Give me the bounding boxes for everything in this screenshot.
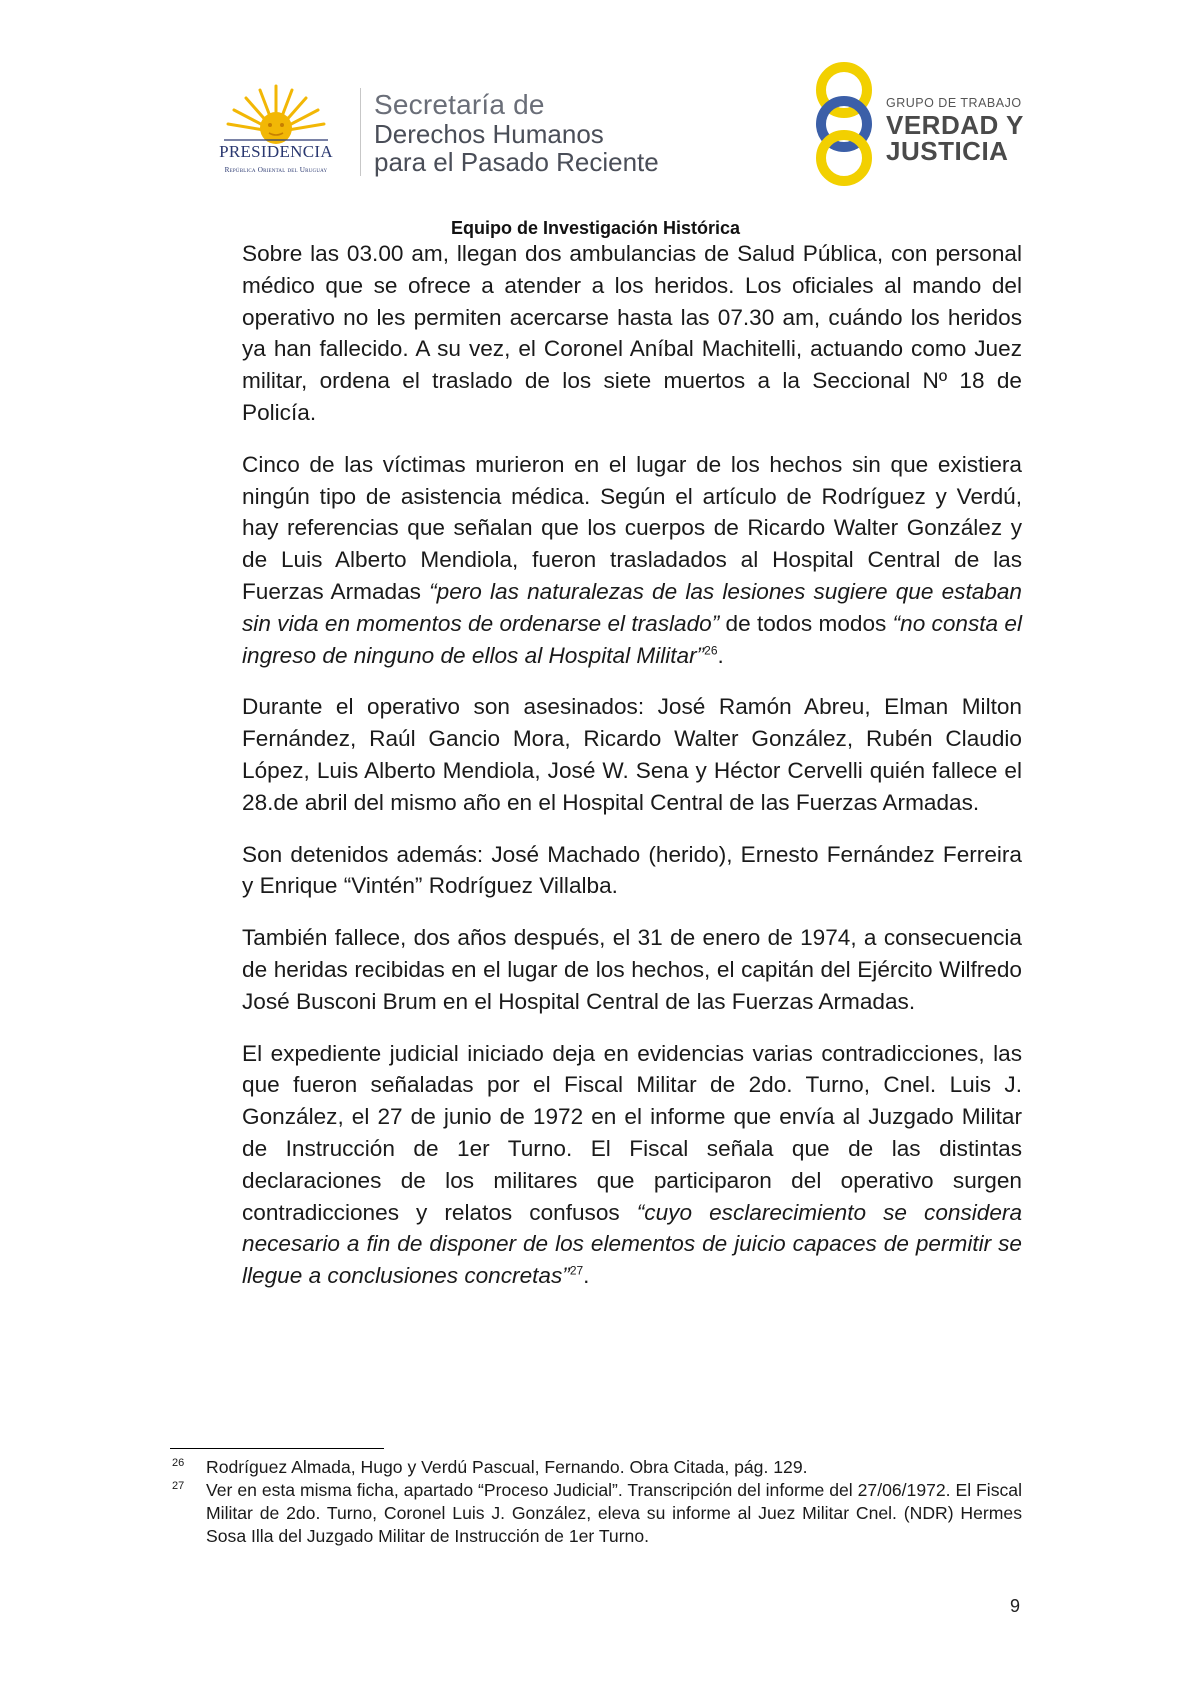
footnote-ref-26[interactable]: 26 — [704, 643, 718, 658]
gtvj-justicia-text: JUSTICIA — [886, 136, 1009, 166]
footnote-ref-27[interactable]: 27 — [569, 1263, 584, 1278]
gtvj-verdad-text: VERDAD Y — [886, 110, 1024, 140]
secretaria-logo-text — [374, 90, 659, 176]
presidencia-logo — [196, 82, 356, 182]
paragraph-6 — [242, 1038, 1022, 1292]
paragraph-4 — [242, 839, 1022, 903]
secretaria-line-1: Secretaría de — [374, 89, 545, 120]
paragraph-text: También fallece, dos años después, el 31 de enero de 1974, a consecuencia de heridas recibidas en el lugar de los hechos, el capitán del Ejército Wilfredo José Busconi Brum en el Hospital Central de las Fuerzas Armadas. — [242, 925, 1022, 1014]
paragraph-2 — [242, 449, 1022, 672]
paragraph-1 — [242, 238, 1022, 429]
paragraph-text: Son detenidos además: José Machado (herido), Ernesto Fernández Ferreira y Enrique “Vintén” Rodríguez Villalba. — [242, 841, 1022, 899]
quote-text: “cuyo esclarecimiento se considera necesario a fin de disponer de los elementos de juicio capaces de permitir se llegue a conclusiones concretas” — [242, 1199, 1023, 1289]
quote-text: “pero las naturalezas de las lesiones sugiere que estaban sin vida en momentos de ordenarse el traslado” — [242, 578, 1022, 636]
footnote-separator — [170, 1448, 384, 1449]
secretaria-line-2: Derechos Humanos — [374, 119, 604, 149]
paragraph-5 — [242, 922, 1022, 1017]
paragraph-text: Cinco de las víctimas murieron en el lugar de los hechos sin que existiera ningún tipo de asistencia médica. Según el artículo de Rodríguez y Verdú, hay referencias que señalan que los cuerpos de Ricardo Walter González y de Luis Alberto Mendiola, fueron trasladados al Hospital Central de las Fuerzas Armadas — [242, 451, 1022, 604]
footnotes — [170, 1456, 1022, 1548]
paragraph-text: . — [717, 642, 724, 668]
paragraph-text: Sobre las 03.00 am, llegan dos ambulancias de Salud Pública, con personal médico que se ofrece a atender a los heridos. Los oficiales al mando del operativo no les permiten acercarse hasta las 07.30 am, cuándo los heridos ya han fallecido. A su vez, el Coronel Aníbal Machitelli, actuando como Juez militar, ordena el traslado de los siete muertos a la Seccional Nº 18 de Policía. — [242, 241, 1022, 425]
verdad-justicia-logo — [810, 62, 1024, 188]
team-title: Equipo de Investigación Histórica — [450, 218, 741, 238]
interlocking-rings-icon — [810, 62, 882, 186]
header-divider — [360, 88, 361, 176]
quote-text: “no consta el ingreso de ninguno de ellos al Hospital Militar” — [242, 610, 1022, 668]
paragraph-3 — [242, 691, 1022, 818]
footnote-26 — [170, 1456, 1022, 1479]
footnote-27 — [170, 1479, 1022, 1548]
footnote-number: 26 — [172, 1457, 185, 1469]
secretaria-line-3: para el Pasado Reciente — [374, 147, 659, 177]
paragraph-text: de todos modos — [719, 610, 893, 636]
presidencia-subtitle: República Oriental del Uruguay — [224, 166, 328, 174]
paragraph-text: El expediente judicial iniciado deja en evidencias varias contradicciones, las que fueron señaladas por el Fiscal Militar de 2do. Turno, Cnel. Luis J. González, el 27 de junio de 1972 en el informe que envía al Juzgado Militar de Instrucción de 1er Turno. El Fiscal señala que de las distintas declaraciones de los militares que participaron del operativo surgen contradicciones y relatos confusos — [242, 1040, 1022, 1225]
footnote-number: 27 — [172, 1480, 185, 1492]
paragraph-text: Durante el operativo son asesinados: José Ramón Abreu, Elman Milton Fernández, Raúl Gancio Mora, Ricardo Walter González, Rubén Claudio López, Luis Alberto Mendiola, José W. Sena y Héctor Cervelli quién fallece el 28.de abril del mismo año en el Hospital Central de las Fuerzas Armadas. — [242, 694, 1022, 815]
presidencia-name: PRESIDENCIA — [219, 142, 333, 161]
sun-icon — [224, 82, 328, 144]
page-number: 9 — [1010, 1596, 1021, 1616]
gtvj-small-text: GRUPO DE TRABAJO — [886, 96, 1022, 110]
footnote-text: Rodríguez Almada, Hugo y Verdú Pascual, Fernando. Obra Citada, pág. 129. — [206, 1457, 808, 1477]
paragraph-text: . — [583, 1263, 590, 1289]
footnote-text: Ver en esta misma ficha, apartado “Proceso Judicial”. Transcripción del informe del 27/06/1972. El Fiscal Militar de 2do. Turno, Coronel Luis J. González, eleva su informe al Juez Militar Cnel. (NDR) Hermes Sosa Illa del Juzgado Militar de Instrucción de 1er Turno. — [206, 1480, 1022, 1546]
document-body — [242, 238, 1022, 1312]
